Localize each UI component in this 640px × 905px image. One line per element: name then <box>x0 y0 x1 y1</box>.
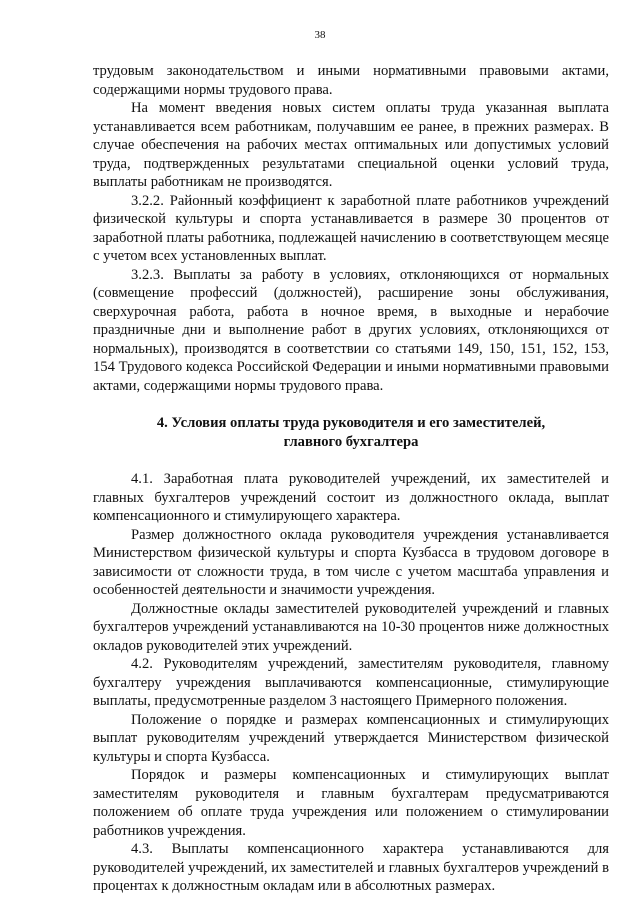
paragraph-4-3: 4.3. Выплаты компенсационного характера устанавливаются для руководителей учреждений, их заместителей и главных бухгалтеров учреждений в процентах к должностным окладам или в абсолютных размерах. <box>93 841 609 894</box>
document-body <box>93 62 609 896</box>
paragraph-3-2-3: 3.2.3. Выплаты за работу в условиях, отклоняющихся от нормальных (совмещение профессий (должностей), расширение зоны обслуживания, сверхурочная работа, работа в ночное время, в выходные и нерабочие праздничные дни и выполнение работ в других условиях, отклоняющихся от нормальных), производятся в соответствии со статьями 149, 150, 151, 152, 153, 154 Трудового кодекса Российской Федерации и иными нормативными правовыми актами, содержащими нормы трудового права. <box>93 266 609 394</box>
paragraph-payment-regulation: Положение о порядке и размерах компенсационных и стимулирующих выплат руководителям учреждений утверждается Министерством физической культуры и спорта Кузбасса. <box>93 711 609 765</box>
paragraph-head-salary: Размер должностного оклада руководителя учреждения устанавливается Министерством физической культуры и спорта Кузбасса в трудовом договоре в зависимости от сложности труда, в том числе с учетом масштаба управления и особенностей деятельности и значимости учреждения. <box>93 526 609 598</box>
paragraph-4-1: 4.1. Заработная плата руководителей учреждений, их заместителей и главных бухгалтеров учреждений состоит из должностного оклада, выплат компенсационного и стимулирующего характера. <box>93 471 609 524</box>
section-4-heading <box>93 414 609 451</box>
page-number: 38 <box>314 29 326 41</box>
paragraph-deputy-payments: Порядок и размеры компенсационных и стимулирующих выплат заместителям руководителя и главным бухгалтерам предусматриваются положением об оплате труда учреждения или положением о стимулировании работников учреждения. <box>93 767 609 839</box>
paragraph-deputy-salary: Должностные оклады заместителей руководителей учреждений и главных бухгалтеров учреждений устанавливаются на 10-30 процентов ниже должностных окладов руководителей этих учреждений. <box>93 600 609 654</box>
paragraph-4-2: 4.2. Руководителям учреждений, заместителям руководителя, главному бухгалтеру учреждения выплачиваются компенсационные, стимулирующие выплаты, предусмотренные разделом 3 настоящего Примерного положения. <box>93 656 609 709</box>
paragraph-3-2-2: 3.2.2. Районный коэффициент к заработной плате работников учреждений физической культуры и спорта устанавливается в размере 30 процентов от заработной платы работника, подлежащей начислению в соответствующем месяце с учетом всех установленных выплат. <box>93 192 609 264</box>
paragraph-new-pay-systems: На момент введения новых систем оплаты труда указанная выплата устанавливается всем работникам, получавшим ее ранее, в прежних размерах. В случае обеспечения на рабочих местах оптимальных или допустимых условий труда, подтвержденных результатами специальной оценки условий труда, выплаты работникам не производятся. <box>93 100 609 190</box>
section-4-title-line2: главного бухгалтера <box>283 433 419 450</box>
section-4-title-line1: 4. Условия оплаты труда руководителя и его заместителей, <box>156 415 546 431</box>
paragraph-continuation: трудовым законодательством и иными нормативными правовыми актами, содержащими нормы трудового права. <box>93 63 609 98</box>
